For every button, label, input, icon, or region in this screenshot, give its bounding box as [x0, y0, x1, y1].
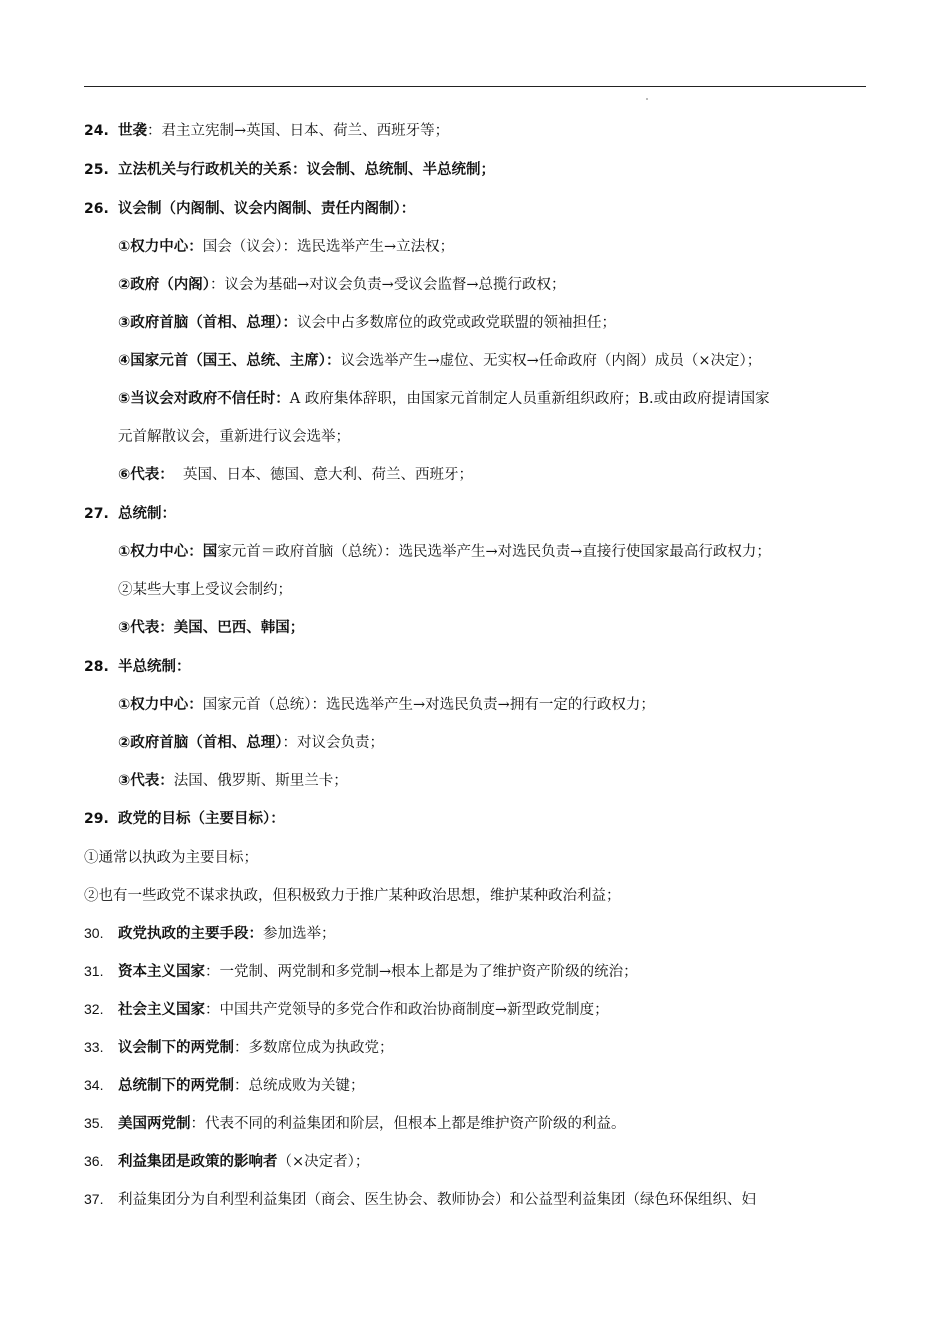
- bold-term: 资本主义国家: [118, 964, 205, 980]
- text-line: [84, 1113, 874, 1134]
- bold-term: ②政府首脑（首相、总理）: [118, 735, 283, 751]
- text-line: [84, 809, 874, 829]
- bold-term: 社会主义国家: [118, 1002, 205, 1018]
- body-text: 国会（议会）：选民选举产生→立法权；: [202, 239, 455, 255]
- text-line: [84, 1189, 874, 1210]
- header-rule: [84, 86, 866, 87]
- bold-term: 政党执政的主要手段：: [118, 926, 263, 942]
- body-text: 元首解散议会，重新进行议会选举；: [118, 429, 350, 445]
- text-line: [118, 465, 908, 485]
- item-number: 37.: [84, 1191, 104, 1207]
- body-text: ：代表不同的利益集团和阶层，但根本上都是维护资产阶级的利益。: [190, 1116, 626, 1132]
- bold-term: ⑤当议会对政府不信任时：: [118, 391, 290, 407]
- bold-term: ①权力中心：国: [118, 544, 218, 560]
- item-number: 26.: [84, 201, 109, 217]
- text-line: [118, 542, 908, 562]
- text-line: [118, 237, 908, 257]
- body-text: 议会选举产生→虚位、无实权→任命政府（内阁）成员（×决定）；: [340, 353, 762, 369]
- body-text: ：对议会负责；: [282, 735, 385, 751]
- body-text: ：多数席位成为执政党；: [234, 1040, 394, 1056]
- text-line: [118, 771, 908, 791]
- text-line: [84, 504, 874, 524]
- bold-term: 总统制：: [118, 506, 176, 522]
- text-line: [84, 1075, 874, 1096]
- header-dot: [646, 98, 648, 100]
- body-text: ①通常以执政为主要目标；: [84, 850, 258, 866]
- bold-term: ①权力中心：: [118, 239, 203, 255]
- text-line: [118, 580, 908, 600]
- text-line: [118, 618, 908, 638]
- bold-term: 议会制（内阁制、议会内阁制、责任内阁制）：: [118, 201, 416, 217]
- bold-term: ③政府首脑（首相、总理）：: [118, 315, 298, 331]
- text-line: [118, 313, 908, 333]
- bold-term: ②政府（内阁）: [118, 277, 211, 293]
- bold-term: 美国两党制: [118, 1116, 191, 1132]
- body-text: ②某些大事上受议会制约；: [118, 582, 292, 598]
- bold-term: ④国家元首（国王、总统、主席）：: [118, 353, 341, 369]
- body-text: ：总统成败为关键；: [234, 1078, 365, 1094]
- body-text: ：一党制、两党制和多党制→根本上都是为了维护资产阶级的统治；: [205, 964, 638, 980]
- text-line: [84, 121, 874, 141]
- item-number: 36.: [84, 1153, 104, 1169]
- text-line: [118, 695, 908, 715]
- body-text: 议会中占多数席位的政党或政党联盟的领袖担任；: [297, 315, 617, 331]
- bold-term: ①权力中心：: [118, 697, 203, 713]
- body-text: ：中国共产党领导的多党合作和政治协商制度→新型政党制度；: [205, 1002, 609, 1018]
- bold-term: 总统制下的两党制: [118, 1078, 234, 1094]
- body-text: 英国、日本、德国、意大利、荷兰、西班牙；: [173, 467, 473, 483]
- item-number: 35.: [84, 1115, 104, 1131]
- item-number: 27.: [84, 506, 109, 522]
- text-line: [84, 1037, 874, 1058]
- body-text: 参加选举；: [263, 926, 336, 942]
- text-line: [84, 199, 874, 219]
- text-line: [118, 351, 908, 371]
- item-number: 25.: [84, 162, 109, 178]
- text-line: [84, 886, 874, 906]
- text-line: [84, 923, 874, 944]
- body-text: ：君主立宪制→英国、日本、荷兰、西班牙等；: [147, 123, 450, 139]
- bold-term: ③代表：: [118, 773, 174, 789]
- item-number: 32.: [84, 1001, 104, 1017]
- bold-term: ③代表：美国、巴西、韩国；: [118, 620, 305, 636]
- text-line: [118, 427, 908, 447]
- item-number: 24.: [84, 123, 109, 139]
- text-line: [118, 733, 908, 753]
- bold-term: 政党的目标（主要目标）：: [118, 811, 285, 827]
- item-number: 34.: [84, 1077, 104, 1093]
- body-text: ：议会为基础→对议会负责→受议会监督→总揽行政权；: [210, 277, 566, 293]
- text-line: [84, 657, 874, 677]
- body-text: （×决定者）；: [277, 1154, 370, 1170]
- body-text: ②也有一些政党不谋求执政，但积极致力于推广某种政治思想，维护某种政治利益；: [84, 888, 621, 904]
- text-line: [84, 160, 874, 180]
- text-line: [84, 999, 874, 1020]
- body-text: 法国、俄罗斯、斯里兰卡；: [173, 773, 348, 789]
- bold-term: ⑥代表：: [118, 467, 174, 483]
- bold-term: 半总统制：: [118, 659, 191, 675]
- item-number: 30.: [84, 925, 104, 941]
- text-line: [118, 275, 908, 295]
- bold-term: 世袭: [118, 123, 147, 139]
- bold-term: 利益集团是政策的影响者: [118, 1154, 278, 1170]
- bold-term: 立法机关与行政机关的关系：议会制、总统制、半总统制；: [118, 162, 495, 178]
- text-line: [84, 1151, 874, 1172]
- body-text: 家元首＝政府首脑（总统）：选民选举产生→对选民负责→直接行使国家最高行政权力；: [217, 544, 771, 560]
- text-line: [84, 848, 874, 868]
- body-text: 国家元首（总统）：选民选举产生→对选民负责→拥有一定的行政权力；: [202, 697, 655, 713]
- body-text: 利益集团分为自利型利益集团（商会、医生协会、教师协会）和公益型利益集团（绿色环保组织、妇: [118, 1192, 756, 1208]
- item-number: 28.: [84, 659, 109, 675]
- body-text: A 政府集体辞职，由国家元首制定人员重新组织政府；B.或由政府提请国家: [289, 391, 770, 407]
- item-number: 29.: [84, 811, 109, 827]
- bold-term: 议会制下的两党制: [118, 1040, 234, 1056]
- item-number: 31.: [84, 963, 104, 979]
- text-line: [118, 389, 908, 409]
- text-line: [84, 961, 874, 982]
- item-number: 33.: [84, 1039, 104, 1055]
